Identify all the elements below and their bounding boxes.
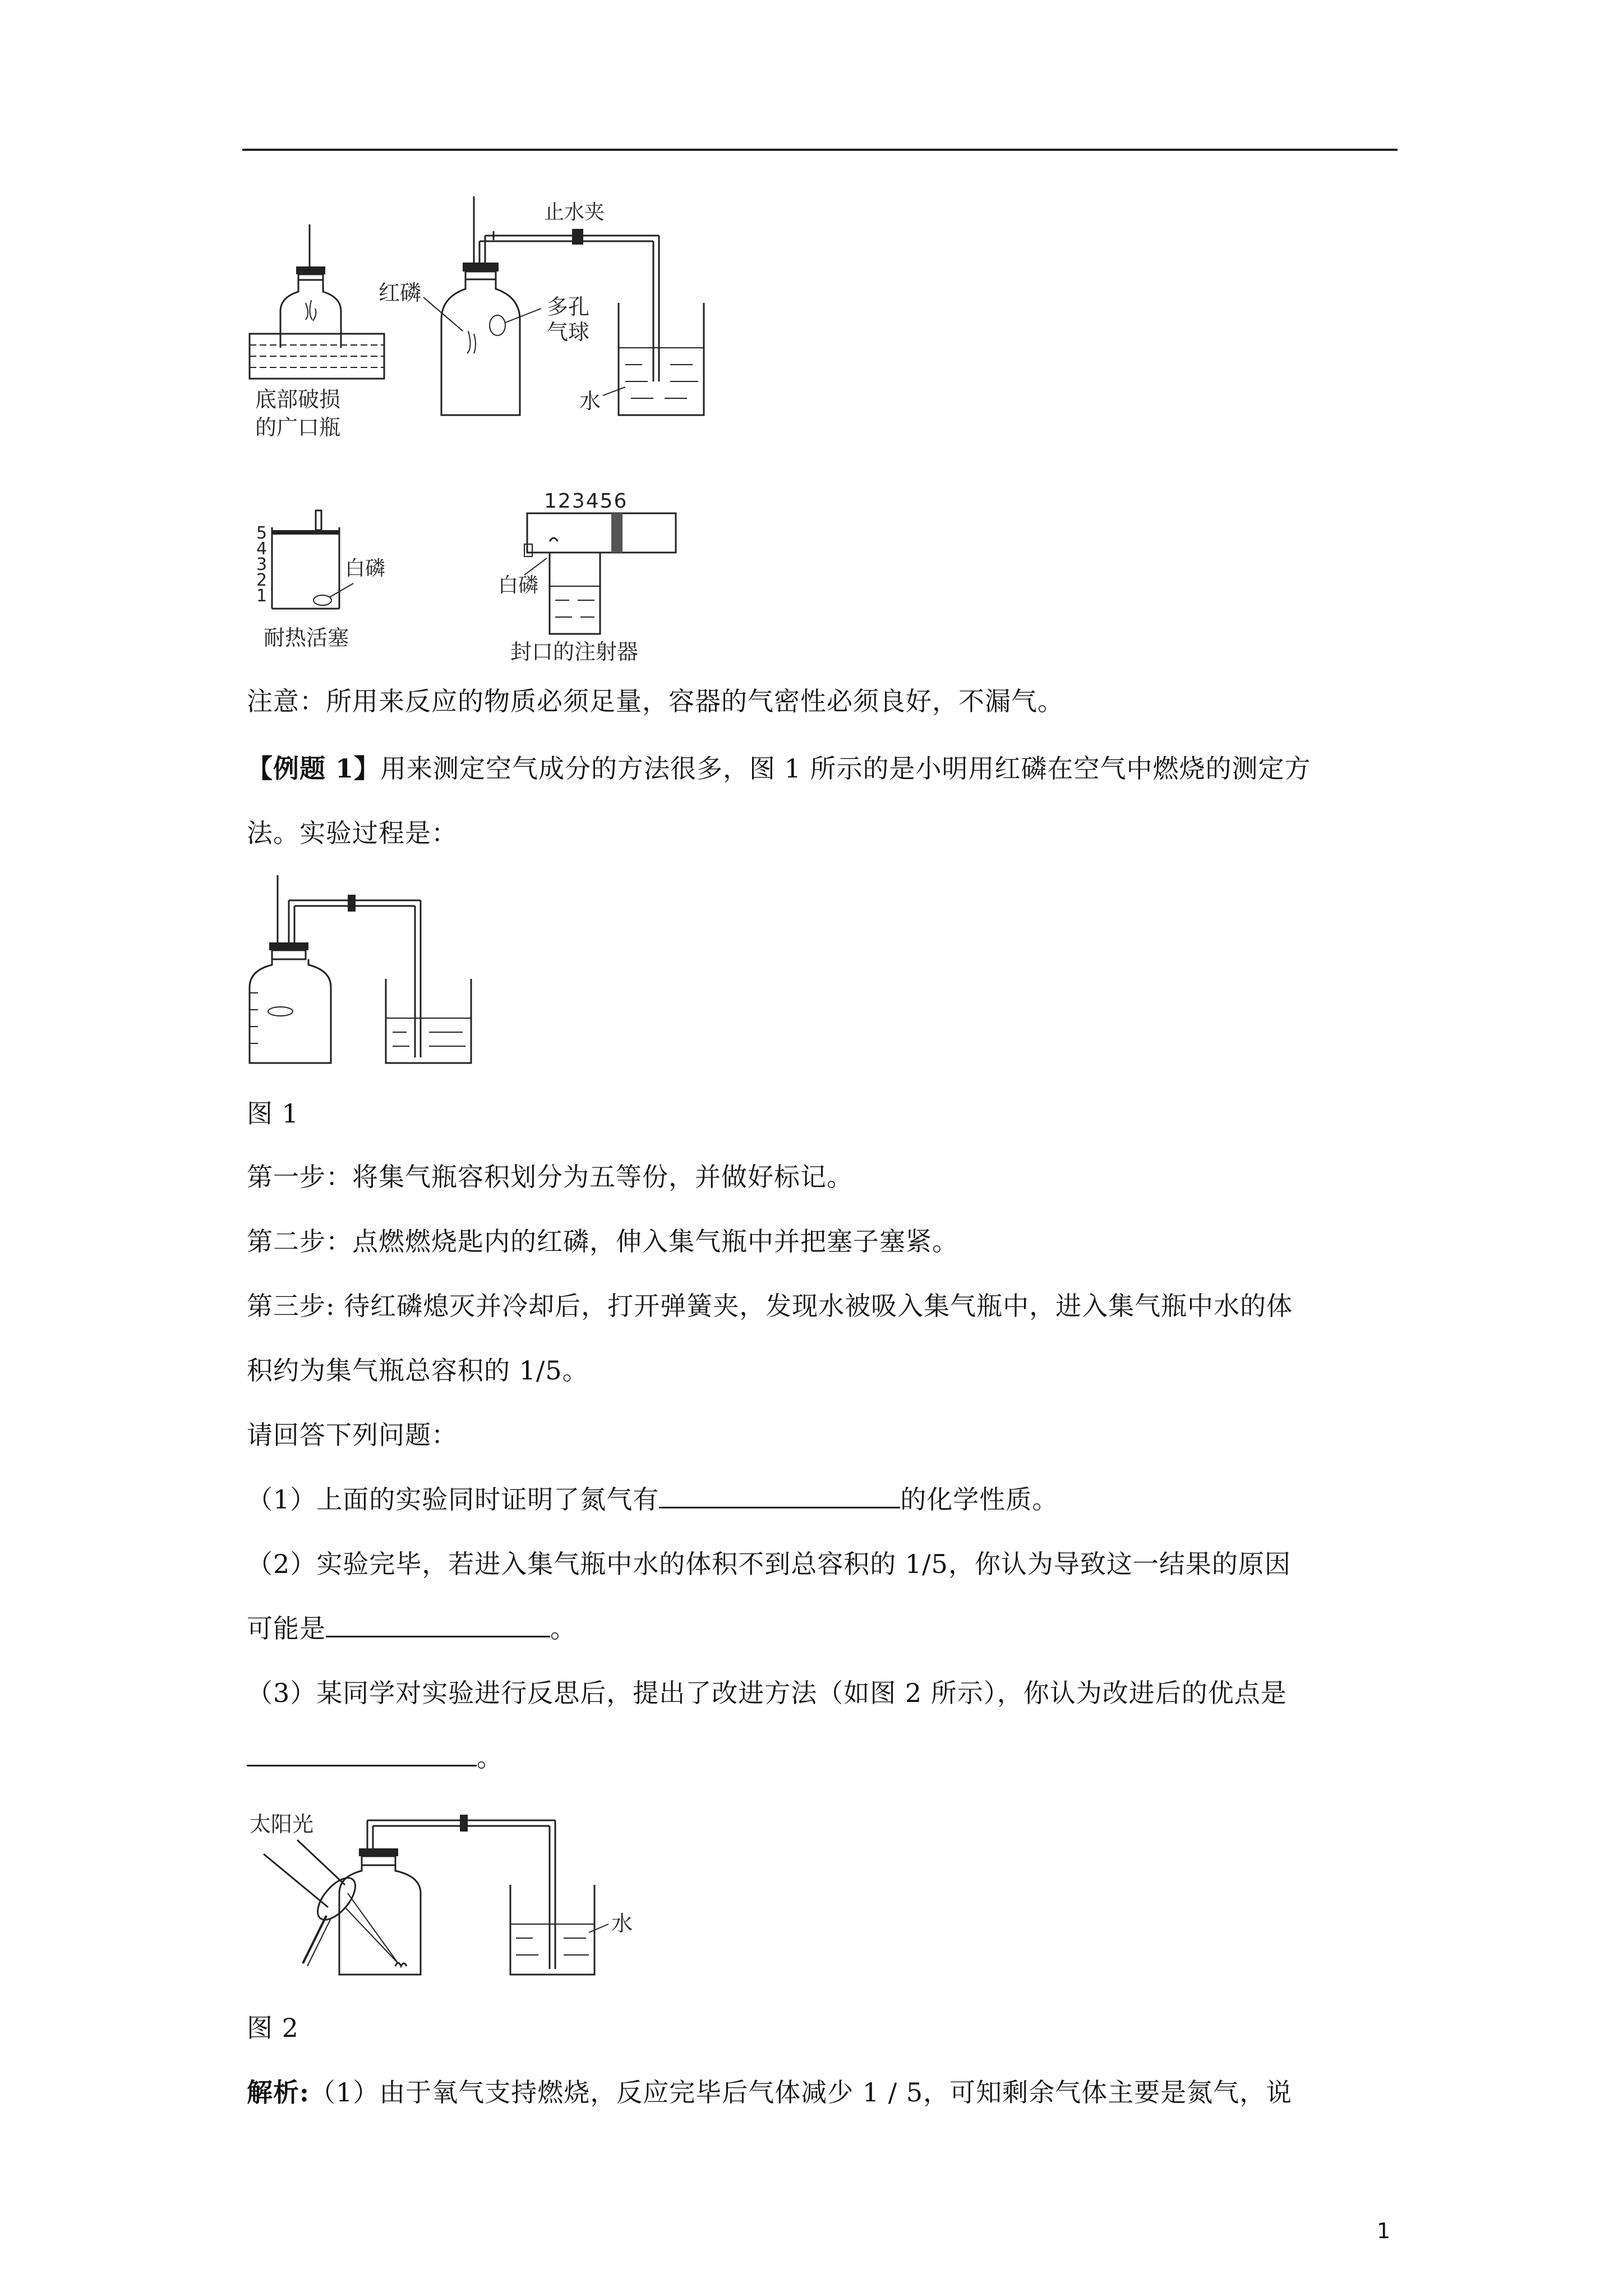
figure-2-caption: 图 2 xyxy=(247,2013,299,2043)
label-sunlight: 太阳光 xyxy=(250,1812,314,1837)
question-prompt: 请回答下列问题： xyxy=(247,1420,458,1450)
tick-4: 4 xyxy=(256,539,268,559)
step-3-line-1: 第三步: 待红磷熄灭并冷却后，打开弹簧夹，发现水被吸入集气瓶中，进入集气瓶中水的体 xyxy=(247,1291,1293,1321)
page-number: 1 xyxy=(1377,2219,1391,2243)
figure-2-diagram xyxy=(247,1801,651,1986)
question-2-after: 。 xyxy=(550,1613,577,1644)
question-1-before: （1）上面的实验同时证明了氮气有 xyxy=(247,1484,660,1515)
tick-2: 2 xyxy=(256,570,268,590)
broken-bottle-diagram xyxy=(247,219,387,454)
note-text: 注意：所用来反应的物质必须足量，容器的气密性必须良好，不漏气。 xyxy=(247,686,1064,716)
figure-red-phosphorus-setup xyxy=(379,196,715,432)
answer-blank-1 xyxy=(659,1484,900,1508)
label-wide-mouth: 的广口瓶 xyxy=(255,415,341,440)
question-2-before: 可能是 xyxy=(247,1613,326,1644)
figure-1 xyxy=(247,872,482,1074)
tick-5: 5 xyxy=(256,523,268,543)
analysis-line xyxy=(247,2076,1396,2109)
question-3-line-2 xyxy=(247,1741,1396,1774)
header-rule xyxy=(242,149,1398,151)
label-red-phosphorus: 红磷 xyxy=(379,280,422,305)
label-porous-1: 多孔 xyxy=(547,295,590,319)
question-2-line-2 xyxy=(247,1612,1396,1645)
label-water-fig2: 水 xyxy=(611,1911,633,1936)
label-white-phosphorus-piston: 白磷 xyxy=(345,557,386,580)
tick-1: 1 xyxy=(256,586,268,606)
syringe-diagram xyxy=(494,488,690,673)
red-phosphorus-diagram xyxy=(379,196,715,432)
label-water: 水 xyxy=(579,389,601,413)
piston-diagram xyxy=(255,505,395,673)
step-3-line-2: 积约为集气瓶总容积的 1/5。 xyxy=(247,1355,589,1386)
example-text-1: 用来测定空气成分的方法很多，图 1 所示的是小明用红磷在空气中燃烧的测定方 xyxy=(380,753,1311,784)
question-1 xyxy=(247,1483,1396,1516)
figure-1-caption: 图 1 xyxy=(247,1098,299,1129)
question-1-after: 的化学性质。 xyxy=(900,1484,1059,1515)
figure-syringe xyxy=(494,488,690,673)
syringe-ticks: 123456 xyxy=(544,490,628,513)
example-tag: 【例题 1】 xyxy=(247,753,381,784)
answer-blank-3 xyxy=(247,1742,477,1766)
question-3-line-1: （3）某同学对实验进行反思后，提出了改进方法（如图 2 所示），你认为改进后的优点是 xyxy=(247,1678,1287,1708)
figure-2 xyxy=(247,1801,651,1986)
answer-blank-2 xyxy=(326,1613,550,1637)
example-line-2: 法。实验过程是： xyxy=(247,818,458,848)
question-2-line-1: （2）实验完毕，若进入集气瓶中水的体积不到总容积的 1/5，你认为导致这一结果的原因 xyxy=(247,1549,1291,1579)
analysis-label: 解析: xyxy=(247,2077,310,2108)
example-line-1 xyxy=(247,752,1396,785)
tick-3: 3 xyxy=(256,555,268,574)
figure-piston xyxy=(255,505,395,673)
caption-piston: 耐热活塞 xyxy=(264,625,349,650)
caption-syringe: 封口的注射器 xyxy=(510,639,639,664)
label-porous-2: 气球 xyxy=(547,320,590,344)
step-2: 第二步：点燃燃烧匙内的红磷，伸入集气瓶中并把塞子塞紧。 xyxy=(247,1226,958,1257)
label-broken-bottle: 底部破损 xyxy=(255,387,341,412)
label-white-phosphorus-syringe: 白磷 xyxy=(498,574,539,597)
analysis-text: （1）由于氧气支持燃烧，反应完毕后气体减少 1 / 5，可知剩余气体主要是氮气，说 xyxy=(309,2077,1293,2108)
step-1: 第一步：将集气瓶容积划分为五等份，并做好标记。 xyxy=(247,1162,853,1192)
label-clamp: 止水夹 xyxy=(544,201,605,224)
question-3-after: 。 xyxy=(477,1742,503,1773)
figure-1-diagram xyxy=(247,872,482,1074)
figure-broken-bottle xyxy=(247,219,387,454)
